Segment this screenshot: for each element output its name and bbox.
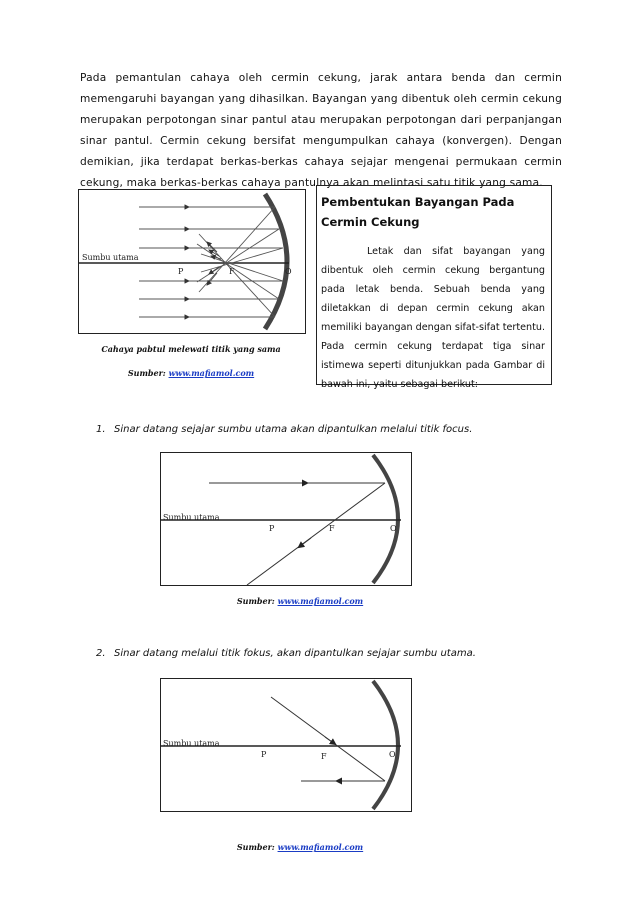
info-box-title: Pembentukan Bayangan Pada Cermin Cekung [321, 195, 515, 229]
figure2-source [160, 596, 440, 606]
info-box [316, 185, 552, 390]
point-p-label: P [269, 524, 275, 533]
list-text: Sinar datang melalui titik fokus, akan dipantulkan sejajar sumbu utama. [114, 648, 476, 659]
source-label: Sumber: [236, 596, 275, 606]
figure-ray-through-focus [160, 678, 412, 812]
point-f-label: F [329, 524, 335, 533]
axis-label: Sumbu utama [163, 513, 220, 522]
point-f-label: F [229, 267, 235, 276]
axis-label: Sumbu utama [82, 253, 139, 262]
figure3-source [160, 842, 440, 852]
list-number: 1. [96, 424, 106, 435]
figure-parallel-rays [78, 189, 306, 334]
point-o-label: O [389, 750, 396, 759]
point-f-label: F [321, 752, 327, 761]
point-p-label: P [178, 267, 184, 276]
source-link[interactable]: www.mafiamol.com [277, 842, 364, 852]
intro-paragraph: Pada pemantulan cahaya oleh cermin cekung, jarak antara benda dan cermin memengaruhi bayangan yang dihasilkan. Bayangan yang dibentuk oleh cermin cekung merupakan perpotongan sinar pantul atau merupakan perpotongan dari perpanjangan sinar pantul. Cermin cekung bersifat mengumpulkan cahaya (konvergen). Dengan demikian, jika terdapat berkas-berkas cahaya sejajar mengenai permukaan cermin cekung, maka berkas-berkas cahaya pantulnya akan melintasi satu titik yang sama. [80, 72, 562, 189]
list-item-1 [96, 424, 472, 435]
source-link[interactable]: www.mafiamol.com [277, 596, 364, 606]
axis-label: Sumbu utama [163, 739, 220, 748]
source-label: Sumber: [127, 368, 166, 378]
list-text: Sinar datang sejajar sumbu utama akan dipantulkan melalui titik focus. [114, 424, 473, 435]
source-label: Sumber: [236, 842, 275, 852]
point-o-label: O [285, 267, 292, 276]
info-box-text [321, 242, 545, 394]
list-number: 2. [96, 648, 106, 659]
point-o-label: O [390, 524, 397, 533]
source-link[interactable]: www.mafiamol.com [168, 368, 255, 378]
point-p-label: P [261, 750, 267, 759]
figure1-caption: Cahaya pabtul melewati titik yang sama [101, 344, 281, 354]
figure1-source [78, 368, 304, 378]
figure-ray-parallel-to-focus [160, 452, 412, 586]
list-item-2 [96, 648, 476, 659]
info-box-body: Letak dan sifat bayangan yang dibentuk oleh cermin cekung bergantung pada letak benda. Sebuah benda yang diletakkan di depan cermin cekung akan memiliki bayangan dengan sifat-sifat tertentu. Pada cermin cekung terdapat tiga sinar istimewa seperti ditunjukkan pada Gambar di bawah ini, yaitu sebagai berikut: [321, 246, 545, 390]
